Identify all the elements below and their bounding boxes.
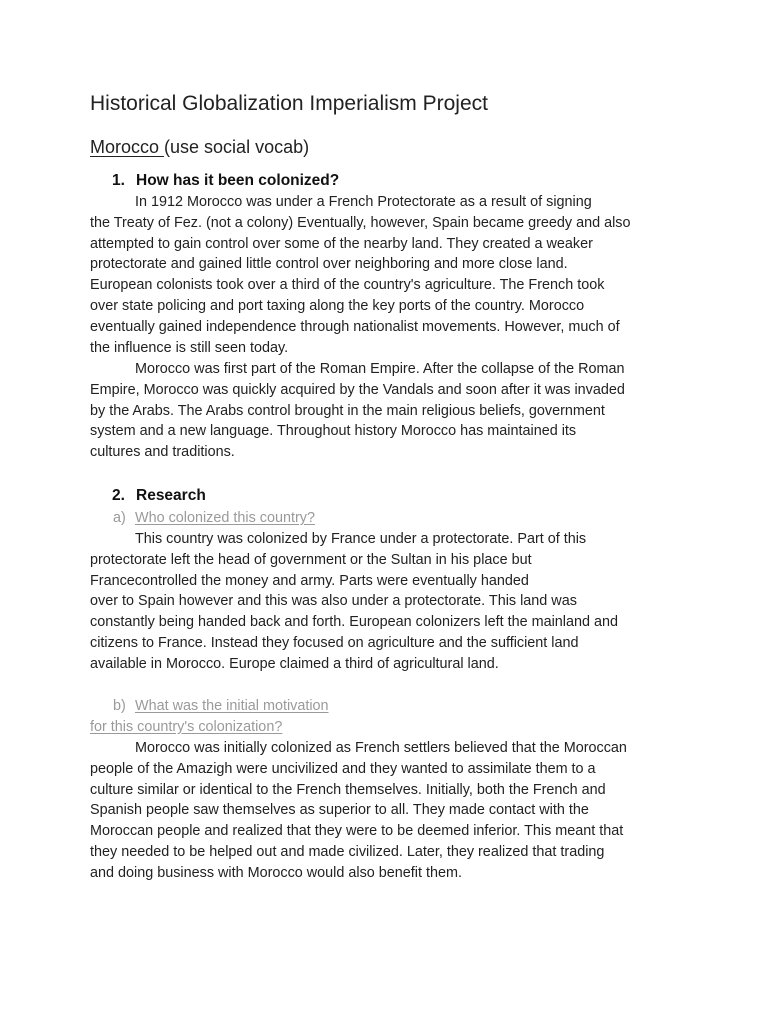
paragraph-line: protectorate and gained little control over neighboring and more close land. [90, 256, 568, 273]
paragraph-line: by the Arabs. The Arabs control brought in the main religious beliefs, government [90, 402, 605, 419]
paragraph-line: the influence is still seen today. [90, 339, 289, 356]
sub-question-a-prompt: Who colonized this country? [135, 510, 315, 526]
paragraph-line: over state policing and port taxing along the key ports of the country. Morocco [90, 297, 585, 314]
sub-question-b-continued [90, 717, 282, 738]
paragraph-line: the Treaty of Fez. (not a colony) Eventually, however, Spain became greedy and also [90, 214, 631, 231]
paragraph-line: attempted to gain control over some of the nearby land. They created a weaker [90, 235, 593, 252]
question-2-heading [112, 487, 206, 505]
sub-question-b-prompt-line-2: for this country's colonization? [90, 719, 283, 735]
paragraph-line: Moroccan people and realized that they were to be deemed inferior. This meant that [90, 823, 624, 840]
paragraph-line: Morocco was initially colonized as French settlers believed that the Moroccan [135, 740, 627, 756]
question-1-title: How has it been colonized? [136, 172, 340, 189]
paragraph-line: Morocco was first part of the Roman Empire. After the collapse of the Roman [135, 361, 625, 377]
sub-question-b-answer [90, 738, 682, 884]
paragraph-line: available in Morocco. Europe claimed a third of agricultural land. [90, 655, 499, 672]
paragraph-line: Francecontrolled the money and army. Parts were eventually handed [90, 572, 529, 589]
country-name: Morocco [90, 137, 165, 157]
paragraph-line: In 1912 Morocco was under a French Protectorate as a result of signing [135, 194, 592, 210]
subtitle-note: (use social vocab) [164, 137, 310, 157]
paragraph-line: they needed to be helped out and made civilized. Later, they realized that trading [90, 843, 605, 860]
paragraph-line: over to Spain however and this was also under a protectorate. This land was [90, 593, 577, 610]
sub-question-a-answer [90, 529, 682, 675]
paragraph-line: eventually gained independence through nationalist movements. However, much of [90, 318, 620, 335]
question-2-title: Research [136, 487, 206, 504]
question-1-paragraph-2 [90, 359, 682, 463]
paragraph-line: cultures and traditions. [90, 444, 235, 461]
paragraph-line: and doing business with Morocco would also benefit them. [90, 864, 462, 881]
question-1-paragraph-1 [90, 192, 682, 358]
paragraph-line: This country was colonized by France under a protectorate. Part of this [135, 531, 587, 547]
paragraph-line: Empire, Morocco was quickly acquired by the Vandals and soon after it was invaded [90, 381, 625, 398]
sub-question-b-letter: b) [113, 698, 126, 714]
sub-question-a [113, 508, 315, 529]
paragraph-line: European colonists took over a third of the country's agriculture. The French took [90, 277, 605, 294]
paragraph-line: culture similar or identical to the French themselves. Initially, both the French and [90, 781, 606, 798]
paragraph-line: constantly being handed back and forth. European colonizers left the mainland and [90, 614, 619, 631]
question-1-number: 1. [112, 172, 125, 189]
paragraph-line: system and a new language. Throughout history Morocco has maintained its [90, 423, 577, 440]
sub-question-b [113, 696, 329, 717]
sub-question-a-letter: a) [113, 510, 126, 526]
paragraph-line: protectorate left the head of government or the Sultan in his place but [90, 551, 532, 568]
document-subtitle [90, 137, 309, 158]
paragraph-line: Spanish people saw themselves as superior to all. They made contact with the [90, 802, 589, 819]
paragraph-line: people of the Amazigh were uncivilized and they wanted to assimilate them to a [90, 760, 596, 777]
paragraph-line: citizens to France. Instead they focused on agriculture and the sufficient land [90, 634, 579, 651]
question-2-number: 2. [112, 487, 125, 504]
sub-question-b-prompt-line-1: What was the initial motivation [135, 698, 329, 714]
document-title: Historical Globalization Imperialism Project [90, 92, 488, 115]
question-1-heading [112, 172, 339, 190]
